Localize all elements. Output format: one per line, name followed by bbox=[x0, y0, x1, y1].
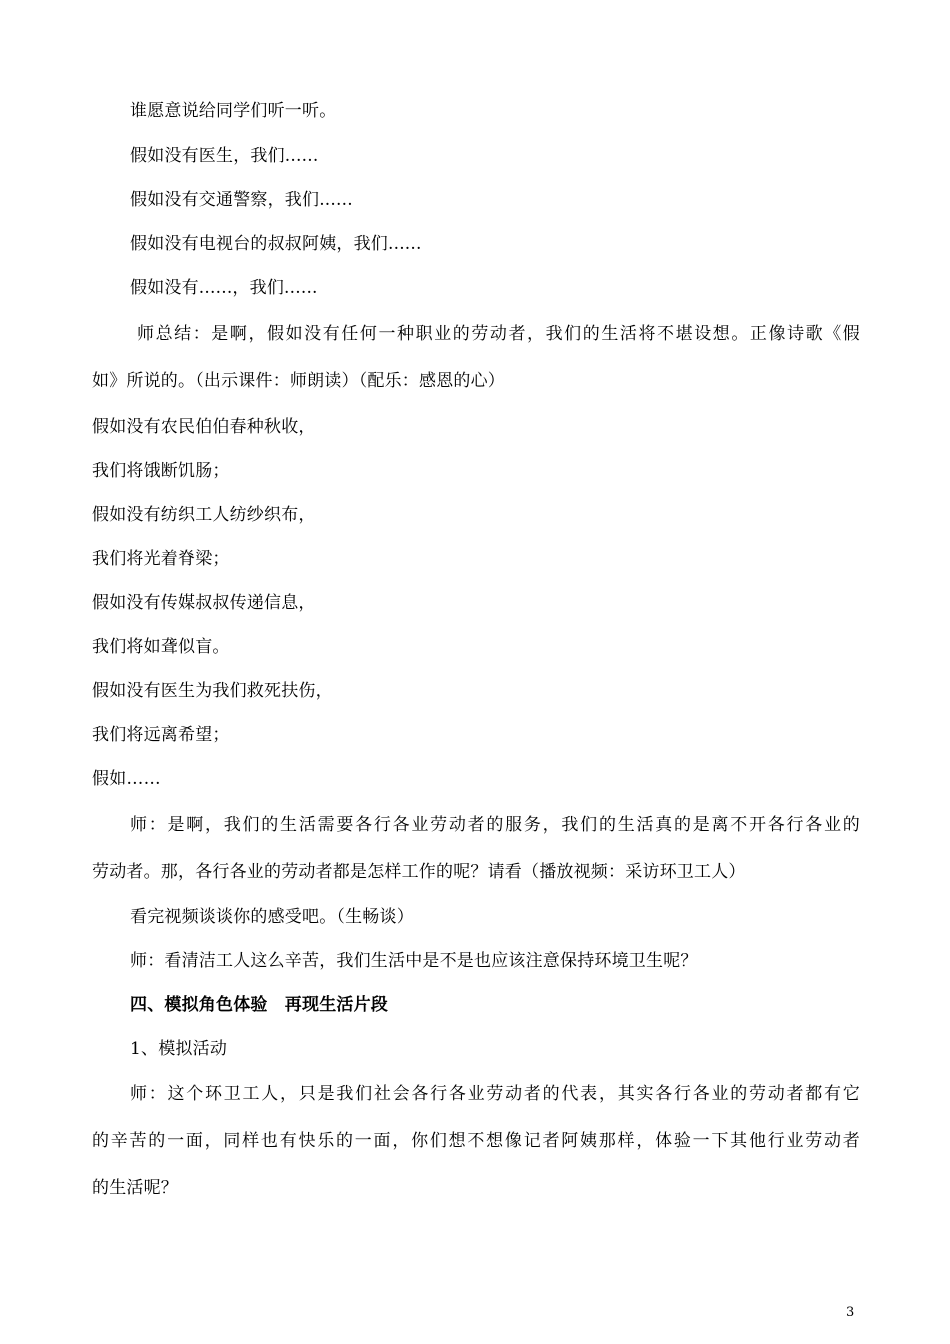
text-line-no-blank: 假如没有......，我们...... bbox=[130, 278, 318, 298]
text-line-no-tv-station: 假如没有电视台的叔叔阿姨，我们...... bbox=[130, 234, 422, 254]
poem-line-7: 假如没有医生为我们救死扶伤， bbox=[92, 681, 333, 701]
discussion-prompt: 看完视频谈谈你的感受吧。（生畅谈） bbox=[130, 907, 414, 927]
page-number: 3 bbox=[846, 1305, 855, 1320]
subsection-heading: 1、模拟活动 bbox=[130, 1039, 228, 1059]
poem-line-9: 假如…… bbox=[92, 769, 161, 789]
teacher-remark-line-1: 师：是啊，我们的生活需要各行各业劳动者的服务，我们的生活真的是离不开各行各业的 bbox=[130, 815, 860, 835]
activity-text-line-3: 的生活呢？ bbox=[92, 1178, 178, 1198]
activity-text-line-2: 的辛苦的一面，同样也有快乐的一面，你们想不想像记者阿姨那样，体验一下其他行业劳动者 bbox=[92, 1131, 860, 1151]
activity-text-line-1: 师：这个环卫工人，只是我们社会各行各业劳动者的代表，其实各行各业的劳动者都有它 bbox=[130, 1084, 860, 1104]
text-line-invitation: 谁愿意说给同学们听一听。 bbox=[130, 101, 337, 121]
text-line-no-doctor: 假如没有医生，我们...... bbox=[130, 146, 319, 166]
poem-line-5: 假如没有传媒叔叔传递信息， bbox=[92, 593, 316, 613]
poem-line-3: 假如没有纺织工人纺纱织布， bbox=[92, 505, 316, 525]
teacher-remark-line-2: 劳动者。那，各行各业的劳动者都是怎样工作的呢？请看（播放视频：采访环卫工人） bbox=[92, 862, 746, 882]
teacher-summary-line-1: 师总结：是啊，假如没有任何一种职业的劳动者，我们的生活将不堪设想。正像诗歌《假 bbox=[137, 324, 860, 344]
teacher-summary-line-2: 如》所说的。（出示课件：师朗读）（配乐：感恩的心） bbox=[92, 371, 505, 391]
poem-line-8: 我们将远离希望； bbox=[92, 725, 230, 745]
poem-line-4: 我们将光着脊梁； bbox=[92, 549, 230, 569]
text-line-no-traffic-police: 假如没有交通警察，我们...... bbox=[130, 190, 353, 210]
section-heading: 四、模拟角色体验 再现生活片段 bbox=[130, 995, 388, 1015]
poem-line-1: 假如没有农民伯伯春种秋收， bbox=[92, 417, 316, 437]
poem-line-6: 我们将如聋似盲。 bbox=[92, 637, 230, 657]
teacher-question: 师：看清洁工人这么辛苦，我们生活中是不是也应该注意保持环境卫生呢？ bbox=[130, 951, 698, 971]
poem-line-2: 我们将饿断饥肠； bbox=[92, 461, 230, 481]
